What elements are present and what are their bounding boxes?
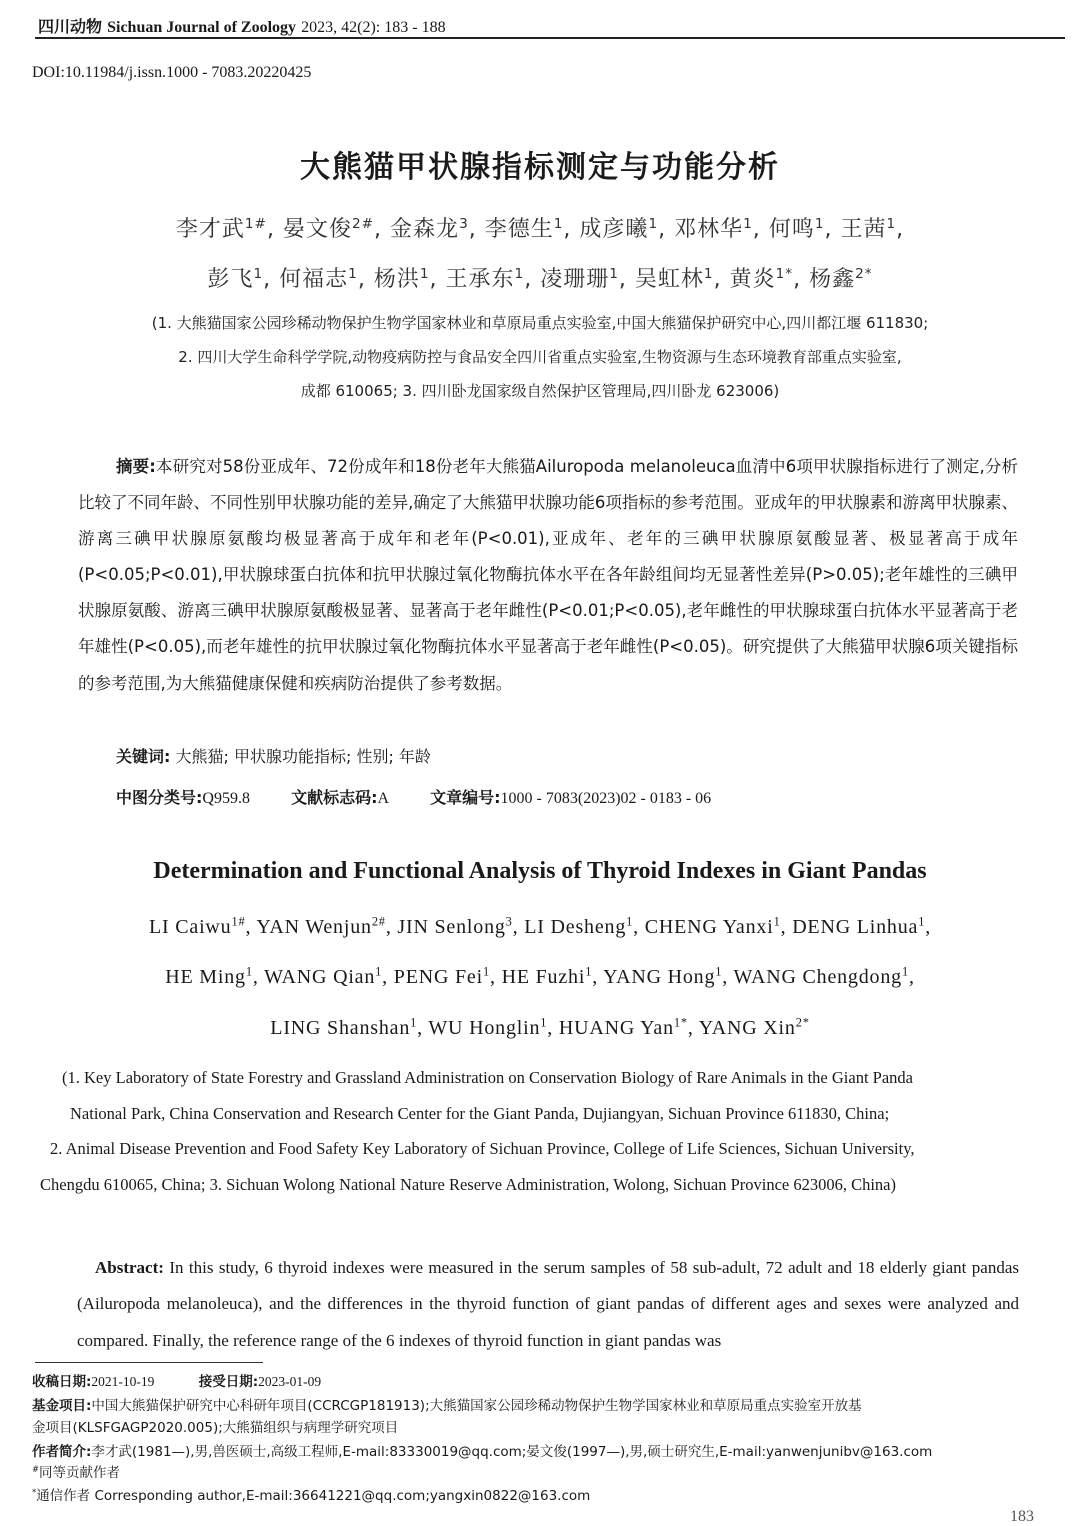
author-name: WANG Qian$^1$ bbox=[264, 964, 383, 988]
keywords-cn-text: 大熊猫; 甲状腺功能指标; 性别; 年龄 bbox=[175, 747, 431, 766]
affiliation-cn-line: 成都 610065; 3. 四川卧龙国家级自然保护区管理局,四川卧龙 623006) bbox=[300, 382, 780, 400]
author-name: LI Caiwu$^{1\#}$ bbox=[148, 914, 246, 938]
author-affiliation-mark: 1 bbox=[886, 215, 897, 232]
bio-text: 李才武(1981—),男,兽医硕士,高级工程师,E-mail:83330019@qq.com;晏文俊(1997—),男,硕士研究生,E-mail:yanwenjunibv@163.com bbox=[91, 1444, 933, 1460]
journal-name-en: Sichuan Journal of Zoology bbox=[107, 19, 297, 36]
author-name: 彭飞$^1$ bbox=[207, 265, 264, 292]
author-affiliation-mark: 1* bbox=[775, 265, 794, 282]
author-name: 邓林华$^1$ bbox=[674, 215, 753, 242]
journal-name-cn: 四川动物 bbox=[38, 17, 103, 36]
accepted-date: 2023-01-09 bbox=[258, 1374, 322, 1389]
affiliation-en-line: (1. Key Laboratory of State Forestry and Grassland Administration on Conservation Biology of Rare Animals in the Giant Panda bbox=[62, 1068, 913, 1087]
author-name: 王茜$^1$ bbox=[840, 215, 897, 242]
author-name: 黄炎$^{1*}$ bbox=[729, 265, 794, 292]
fund-text-2: 金项目(KLSFGAGP2020.005);大熊猫组织与病理学研究项目 bbox=[32, 1420, 399, 1436]
author-affiliation-mark: 1 bbox=[814, 215, 825, 232]
footnote-equal bbox=[32, 1461, 120, 1481]
classification-line bbox=[116, 785, 711, 808]
author-affiliation-mark: 1# bbox=[244, 215, 267, 232]
abstract-cn bbox=[78, 449, 1018, 702]
page-number: 183 bbox=[1010, 1508, 1034, 1525]
author-affiliation-mark: 1 bbox=[648, 215, 659, 232]
affiliation-cn-line: 2. 四川大学生命科学学院,动物疫病防控与食品安全四川省重点实验室,生物资源与生态环境教育部重点实验室, bbox=[178, 348, 902, 366]
received-date: 2021-10-19 bbox=[91, 1374, 155, 1389]
author-affiliation-mark: 1 bbox=[375, 964, 383, 979]
footnote-rule bbox=[35, 1362, 263, 1363]
clc-value: Q959.8 bbox=[202, 790, 250, 807]
author-name: JIN Senlong$^3$ bbox=[397, 914, 513, 938]
keywords-cn bbox=[116, 744, 431, 767]
author-affiliation-mark: 1 bbox=[901, 964, 909, 979]
doi: DOI:10.11984/j.issn.1000 - 7083.20220425 bbox=[32, 64, 312, 81]
author-affiliation-mark: 1 bbox=[253, 265, 264, 282]
author-name: YAN Wenjun$^{2\#}$ bbox=[256, 914, 386, 938]
asterisk-mark: * bbox=[32, 1486, 37, 1497]
author-affiliation-mark: 1 bbox=[585, 964, 593, 979]
author-affiliation-mark: 2* bbox=[855, 265, 873, 282]
footnote-dates bbox=[32, 1370, 321, 1390]
author-name: 杨鑫$^{2*}$ bbox=[809, 265, 873, 292]
author-affiliation-mark: 2# bbox=[371, 914, 386, 929]
fund-text-1: 中国大熊猫保护研究中心科研年项目(CCRCGP181913);大熊猫国家公园珍稀动物保护生物学国家林业和草原局重点实验室开放基 bbox=[91, 1398, 862, 1414]
author-name: PENG Fei$^1$ bbox=[393, 964, 490, 988]
hash-mark: # bbox=[32, 1463, 40, 1474]
author-affiliation-mark: 1 bbox=[348, 265, 358, 282]
author-name: HUANG Yan$^{1*}$ bbox=[558, 1015, 688, 1039]
author-affiliation-mark: 1 bbox=[553, 215, 564, 232]
doc-code-value: A bbox=[377, 790, 390, 807]
authors-cn-line-2: 彭飞$^1$, 何福志$^1$, 杨洪$^1$, 王承东$^1$, 凌珊珊$^1$, 吴虹林$^1$, 黄炎$^{1*}$, 杨鑫$^{2*}$ bbox=[207, 265, 873, 292]
authors-en-line-2: HE Ming$^1$, WANG Qian$^1$, PENG Fei$^1$, HE Fuzhi$^1$, YANG Hong$^1$, WANG Chengdong$^1$, bbox=[165, 964, 915, 988]
author-name: YANG Hong$^1$ bbox=[603, 964, 723, 988]
author-affiliation-mark: 1# bbox=[231, 914, 246, 929]
equal-text: 同等贡献作者 bbox=[39, 1465, 121, 1481]
author-name: 李才武$^{1\#}$ bbox=[175, 215, 267, 242]
author-name: DENG Linhua$^1$ bbox=[792, 914, 926, 938]
fund-label: 基金项目: bbox=[32, 1398, 92, 1414]
affiliation-cn-line: (1. 大熊猫国家公园珍稀动物保护生物学国家林业和草原局重点实验室,中国大熊猫保护研究中心,四川都江堰 611830; bbox=[151, 314, 929, 332]
footnote-bio bbox=[32, 1440, 932, 1460]
author-affiliation-mark: 1 bbox=[703, 265, 714, 282]
author-affiliation-mark: 1 bbox=[609, 265, 619, 282]
author-name: 成彦曦$^1$ bbox=[579, 215, 659, 242]
footnote-corr bbox=[32, 1484, 590, 1504]
author-name: 金森龙$^3$ bbox=[390, 215, 469, 242]
keywords-cn-label: 关键词: bbox=[116, 747, 171, 766]
author-affiliation-mark: 1* bbox=[673, 1015, 688, 1030]
corr-text: 通信作者 Corresponding author,E-mail:36641221@qq.com;yangxin0822@163.com bbox=[36, 1488, 591, 1504]
authors-en-line-1: LI Caiwu$^{1\#}$, YAN Wenjun$^{2\#}$, JIN Senlong$^3$, LI Desheng$^1$, CHENG Yanxi$^1$, DENG Linhua$^1$, bbox=[148, 914, 931, 938]
author-name: 王承东$^1$ bbox=[445, 265, 525, 292]
doc-code-label: 文献标志码: bbox=[291, 788, 378, 807]
author-name: LI Desheng$^1$ bbox=[524, 914, 634, 938]
author-affiliation-mark: 1 bbox=[626, 914, 634, 929]
author-name: 何鸣$^1$ bbox=[768, 215, 825, 242]
article-no-label: 文章编号: bbox=[430, 788, 501, 807]
authors-en-line-3: LING Shanshan$^1$, WU Honglin$^1$, HUANG Yan$^{1*}$, YANG Xin$^{2*}$ bbox=[270, 1015, 810, 1039]
footnote-fund bbox=[32, 1394, 862, 1414]
authors-cn-line-1: 李才武$^{1\#}$, 晏文俊$^{2\#}$, 金森龙$^3$, 李德生$^1$, 成彦曦$^1$, 邓林华$^1$, 何鸣$^1$, 王茜$^1$, bbox=[175, 215, 905, 242]
title-cn: 大熊猫甲状腺指标测定与功能分析 bbox=[300, 150, 780, 185]
clc-label: 中图分类号: bbox=[116, 788, 203, 807]
author-name: 何福志$^1$ bbox=[279, 265, 358, 292]
author-name: HE Ming$^1$ bbox=[165, 964, 253, 988]
affiliation-en-line: 2. Animal Disease Prevention and Food Safety Key Laboratory of Sichuan Province, College of Life Sciences, Sichuan University, bbox=[50, 1139, 915, 1158]
author-affiliation-mark: 1 bbox=[514, 265, 525, 282]
abstract-cn-text: 本研究对58份亚成年、72份成年和18份老年大熊猫Ailuropoda melanoleuca血清中6项甲状腺指标进行了测定,分析比较了不同年龄、不同性别甲状腺功能的差异,确定了大熊猫甲状腺功能6项指标的参考范围。亚成年的甲状腺素和游离甲状腺素、游离三碘甲状腺原氨酸均极显著高于成年和老年(P<0.01),亚成年、老年的三碘甲状腺原氨酸显著、极显著高于成年(P<0.05;P<0.01),甲状腺球蛋白抗体和抗甲状腺过氧化物酶抗体水平在各年龄组间均无显著性差异(P>0.05);老年雄性的三碘甲状腺原氨酸、游离三碘甲状腺原氨酸极显著、显著高于老年雌性(P<0.01;P<0.05),老年雌性的甲状腺球蛋白抗体水平显著高于老年雄性(P<0.05),而老年雄性的抗甲状腺过氧化物酶抗体水平显著高于老年雌性(P<0.05)。研究提供了大熊猫甲状腺6项关键指标的参考范围,为大熊猫健康保健和疾病防治提供了参考数据。 bbox=[78, 457, 1019, 693]
author-name: 凌珊珊$^1$ bbox=[540, 265, 619, 292]
author-name: 杨洪$^1$ bbox=[373, 265, 430, 292]
abstract-en bbox=[77, 1250, 1019, 1359]
author-name: CHENG Yanxi$^1$ bbox=[644, 914, 781, 938]
author-affiliation-mark: 3 bbox=[459, 215, 469, 232]
title-en: Determination and Functional Analysis of Thyroid Indexes in Giant Pandas bbox=[153, 858, 927, 884]
author-affiliation-mark: 1 bbox=[482, 964, 490, 979]
author-affiliation-mark: 1 bbox=[410, 1015, 418, 1030]
author-affiliation-mark: 1 bbox=[540, 1015, 548, 1030]
author-affiliation-mark: 1 bbox=[245, 964, 253, 979]
bio-label: 作者简介: bbox=[32, 1444, 92, 1460]
author-affiliation-mark: 2* bbox=[795, 1015, 810, 1030]
author-name: WU Honglin$^1$ bbox=[428, 1015, 548, 1039]
abstract-cn-label: 摘要: bbox=[116, 457, 156, 476]
author-affiliation-mark: 2# bbox=[351, 215, 375, 232]
affiliation-en-line: National Park, China Conservation and Research Center for the Giant Panda, Dujiangyan, Sichuan Province 611830, China; bbox=[70, 1104, 890, 1123]
abstract-en-label: Abstract: bbox=[95, 1258, 164, 1277]
author-name: LING Shanshan$^1$ bbox=[270, 1015, 418, 1039]
affiliation-en-line: Chengdu 610065, China; 3. Sichuan Wolong National Nature Reserve Administration, Wolong, Sichuan Province 623006, China) bbox=[40, 1175, 897, 1194]
author-name: 李德生$^1$ bbox=[484, 215, 564, 242]
author-affiliation-mark: 1 bbox=[773, 914, 781, 929]
author-affiliation-mark: 1 bbox=[419, 265, 430, 282]
author-affiliation-mark: 1 bbox=[918, 914, 926, 929]
article-no-value: 1000 - 7083(2023)02 - 0183 - 06 bbox=[500, 790, 712, 807]
author-name: HE Fuzhi$^1$ bbox=[501, 964, 593, 988]
header-rule bbox=[35, 37, 1065, 39]
received-label: 收稿日期: bbox=[32, 1374, 92, 1390]
author-affiliation-mark: 1 bbox=[715, 964, 723, 979]
journal-issue: 2023, 42(2): 183 - 188 bbox=[301, 19, 446, 36]
running-head bbox=[38, 14, 446, 37]
abstract-en-text: In this study, 6 thyroid indexes were measured in the serum samples of 58 sub-adult, 72 adult and 18 elderly giant pandas (Ailuropoda melanoleuca), and the differences in the thyroid function of giant pandas of different ages and sexes were analyzed and compared. Finally, the reference range of the 6 indexes of thyroid function in giant pandas was bbox=[77, 1258, 1019, 1350]
author-name: 晏文俊$^{2\#}$ bbox=[282, 215, 375, 242]
author-name: YANG Xin$^{2*}$ bbox=[698, 1015, 810, 1039]
accepted-label: 接受日期: bbox=[198, 1374, 259, 1390]
author-affiliation-mark: 3 bbox=[505, 914, 513, 929]
author-affiliation-mark: 1 bbox=[743, 215, 753, 232]
author-name: 吴虹林$^1$ bbox=[634, 265, 714, 292]
author-name: WANG Chengdong$^1$ bbox=[733, 964, 909, 988]
